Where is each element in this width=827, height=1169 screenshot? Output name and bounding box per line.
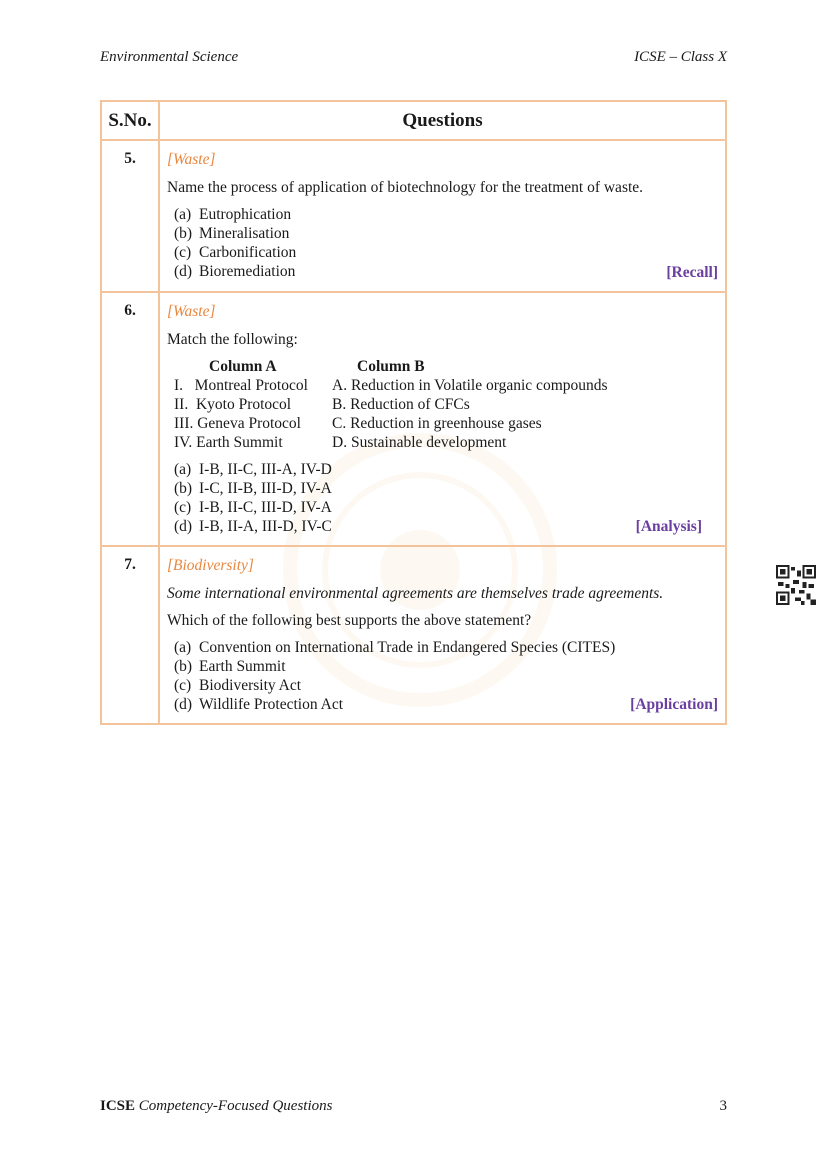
- option-d: (d) I-B, II-A, III-D, IV-C: [174, 518, 332, 535]
- sno-header: S.No.: [101, 101, 159, 140]
- header-class: ICSE – Class X: [634, 49, 727, 65]
- match-row: II. Kyoto Protocol B. Reduction of CFCs: [174, 396, 470, 413]
- question-row: [101, 140, 726, 292]
- option-c: (c) I-B, II-C, III-D, IV-A: [174, 499, 332, 516]
- competency-tag: [Application]: [630, 696, 718, 713]
- match-header: [174, 357, 718, 376]
- topic-label: [Waste]: [167, 303, 216, 320]
- questions-header: Questions: [159, 101, 726, 140]
- table-header-row: [101, 101, 726, 140]
- qr-code-icon[interactable]: [776, 565, 816, 605]
- match-table: [167, 357, 718, 452]
- footer-subtitle: Competency-Focused Questions: [138, 1098, 333, 1114]
- match-row: IV. Earth Summit D. Sustainable development: [174, 434, 507, 451]
- header-subject: Environmental Science: [100, 49, 239, 65]
- option-a: (a) Eutrophication: [174, 206, 292, 223]
- question-statement: Some international environmental agreements are themselves trade agreements.: [167, 585, 664, 602]
- question-stem: Which of the following best supports the above statement?: [167, 612, 532, 629]
- question-row: [101, 292, 726, 546]
- competency-tag: [Analysis]: [635, 518, 702, 535]
- column-b-header: Column B: [357, 358, 425, 375]
- match-row: I. Montreal Protocol A. Reduction in Volatile organic compounds: [174, 377, 608, 394]
- column-a-header: Column A: [209, 358, 277, 375]
- question-stem: Match the following:: [167, 331, 298, 348]
- footer-brand: ICSE: [100, 1098, 136, 1114]
- option-a: (a) Convention on International Trade in Endangered Species (CITES): [174, 639, 616, 656]
- question-number: 7.: [101, 546, 159, 724]
- option-c: (c) Biodiversity Act: [174, 677, 302, 694]
- options-list: [167, 205, 718, 281]
- page-number: 3: [719, 1098, 727, 1114]
- option-b: (b) I-C, II-B, III-D, IV-A: [174, 480, 332, 497]
- competency-tag: [Recall]: [666, 264, 718, 281]
- topic-label: [Biodiversity]: [167, 557, 254, 574]
- question-cell: [159, 292, 726, 546]
- topic-label: [Waste]: [167, 151, 216, 168]
- option-b: (b) Mineralisation: [174, 225, 290, 242]
- option-a: (a) I-B, II-C, III-A, IV-D: [174, 461, 332, 478]
- question-row: [101, 546, 726, 724]
- match-row: III. Geneva Protocol C. Reduction in greenhouse gases: [174, 415, 542, 432]
- option-b: (b) Earth Summit: [174, 658, 286, 675]
- option-c: (c) Carbonification: [174, 244, 297, 261]
- questions-table: [100, 100, 727, 725]
- question-cell: [159, 140, 726, 292]
- option-d: (d) Bioremediation: [174, 263, 296, 280]
- footer-title: [100, 1098, 332, 1115]
- question-number: 6.: [101, 292, 159, 546]
- question-number: 5.: [101, 140, 159, 292]
- question-stem: Name the process of application of biotechnology for the treatment of waste.: [167, 179, 644, 196]
- option-d: (d) Wildlife Protection Act: [174, 696, 344, 713]
- question-cell: [159, 546, 726, 724]
